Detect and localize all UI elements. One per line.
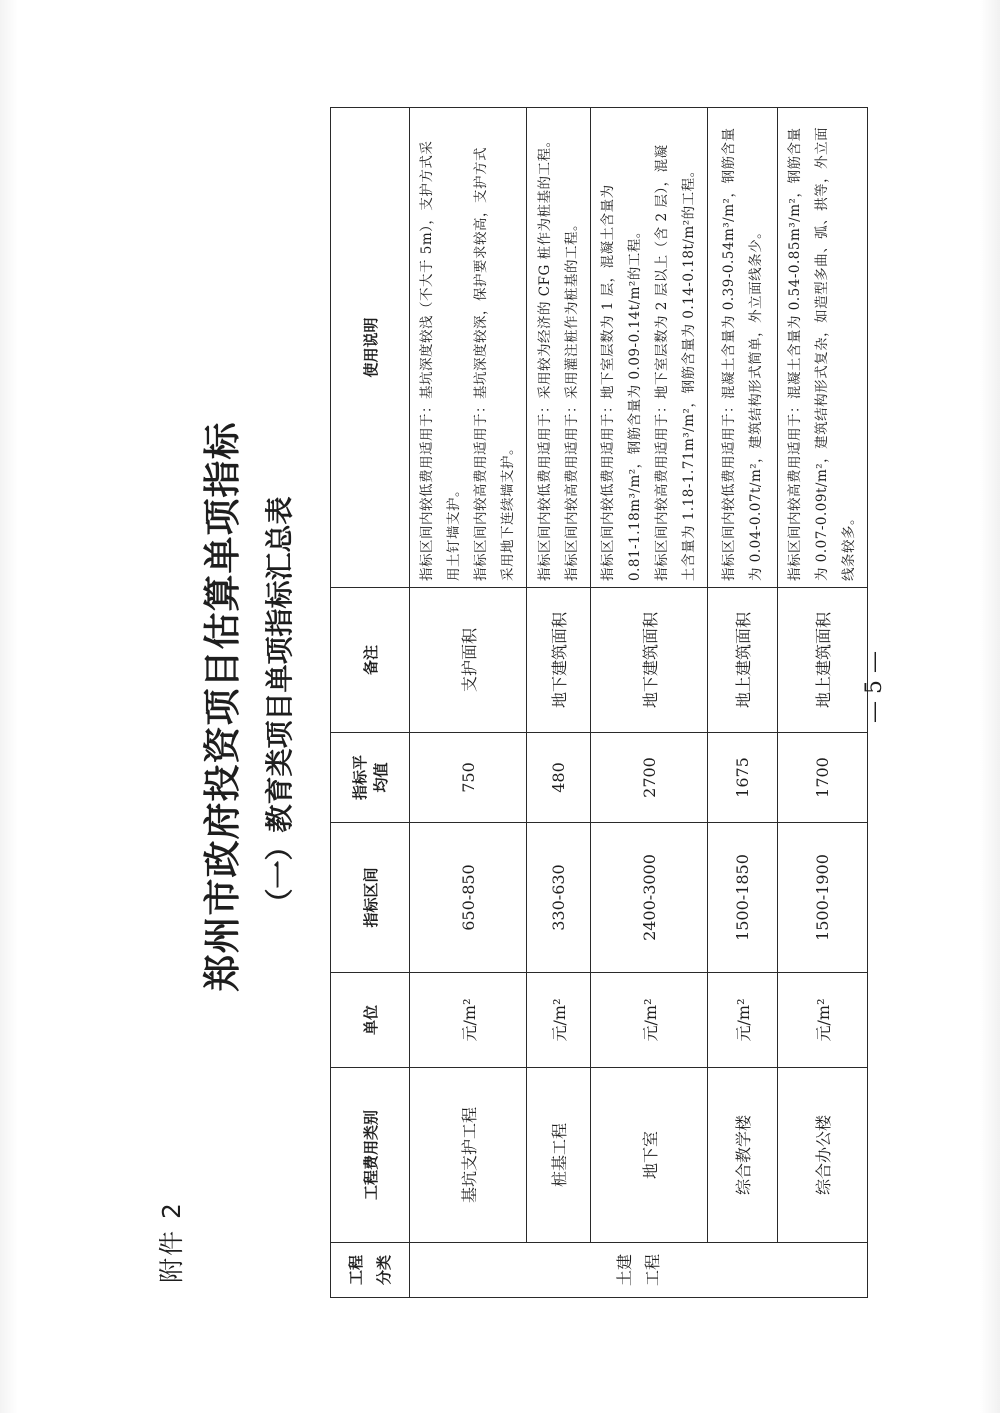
row-unit: 元/m² — [708, 973, 778, 1068]
table-header-row — [331, 108, 410, 1298]
document-title: 郑州市政府投资项目估算单项指标 — [200, 421, 244, 992]
row-note: 支护面积 — [410, 588, 527, 733]
row-avg: 1700 — [778, 733, 868, 823]
row-range: 1500-1900 — [778, 823, 868, 973]
row-desc: 指标区间内较低费用适用于：混凝土含量为 0.39-0.54m³/m²，钢筋含量 为 0.04-0.07t/m²，建筑结构形式简单，外立面线条少。 — [708, 108, 778, 588]
table-row — [778, 108, 868, 1298]
row-desc: 指标区间内较低费用适用于：采用较为经济的 CFG 桩作为桩基的工程。 指标区间内较高费用适用于：采用灌注桩作为桩基的工程。 — [527, 108, 591, 588]
row-note: 地下建筑面积 — [591, 588, 708, 733]
group-category-cell: 土建 工程 — [410, 1243, 868, 1298]
row-avg: 1675 — [708, 733, 778, 823]
page-number: — 5 — — [862, 651, 887, 723]
header-range: 指标区间 — [331, 823, 410, 973]
row-note: 地上建筑面积 — [778, 588, 868, 733]
header-avg: 指标平 均值 — [331, 733, 410, 823]
table-row — [410, 108, 527, 1298]
row-unit: 元/m² — [591, 973, 708, 1068]
row-item: 桩基工程 — [527, 1068, 591, 1243]
row-range: 650-850 — [410, 823, 527, 973]
table-row — [527, 108, 591, 1298]
row-range: 330-630 — [527, 823, 591, 973]
header-category: 工程 分类 — [331, 1243, 410, 1298]
table-row — [591, 108, 708, 1298]
row-note: 地下建筑面积 — [527, 588, 591, 733]
row-item: 综合教学楼 — [708, 1068, 778, 1243]
table-row — [708, 108, 778, 1298]
row-avg: 2700 — [591, 733, 708, 823]
header-note: 备注 — [331, 588, 410, 733]
row-item: 地下室 — [591, 1068, 708, 1243]
header-unit: 单位 — [331, 973, 410, 1068]
row-desc: 指标区间内较低费用适用于：基坑深度较浅（不大于 5m），支护方式采 用土钉墙支护。 指标区间内较高费用适用于：基坑深度较深，保护要求较高，支护方式 采用地下连续墙支护。 — [410, 108, 527, 588]
row-desc: 指标区间内较低费用适用于：地下室层数为 1 层，混凝土含量为 0.81-1.18m³/m²，钢筋含量为 0.09-0.14t/m²的工程。 指标区间内较高费用适用于：地下室层数为 2 层以上（含 2 层），混凝 土含量为 1.18-1.71m³/m²，钢筋含量为 0.14-0.18t/m²的工程。 — [591, 108, 708, 588]
header-desc: 使用说明 — [331, 108, 410, 588]
header-item: 工程费用类别 — [331, 1068, 410, 1243]
row-item: 综合办公楼 — [778, 1068, 868, 1243]
row-unit: 元/m² — [527, 973, 591, 1068]
row-desc: 指标区间内较高费用适用于：混凝土含量为 0.54-0.85m³/m²，钢筋含量 为 0.07-0.09t/m²，建筑结构形式复杂，如造型多曲、弧、拱等，外立面 线条较多。 — [778, 108, 868, 588]
indicator-table — [330, 107, 868, 1298]
row-unit: 元/m² — [778, 973, 868, 1068]
table-subtitle: （一）教育类项目单项指标汇总表 — [263, 496, 296, 917]
row-avg: 480 — [527, 733, 591, 823]
row-range: 2400-3000 — [591, 823, 708, 973]
row-unit: 元/m² — [410, 973, 527, 1068]
row-range: 1500-1850 — [708, 823, 778, 973]
row-avg: 750 — [410, 733, 527, 823]
row-item: 基坑支护工程 — [410, 1068, 527, 1243]
attachment-label: 附件 2 — [157, 1201, 186, 1283]
row-note: 地上建筑面积 — [708, 588, 778, 733]
